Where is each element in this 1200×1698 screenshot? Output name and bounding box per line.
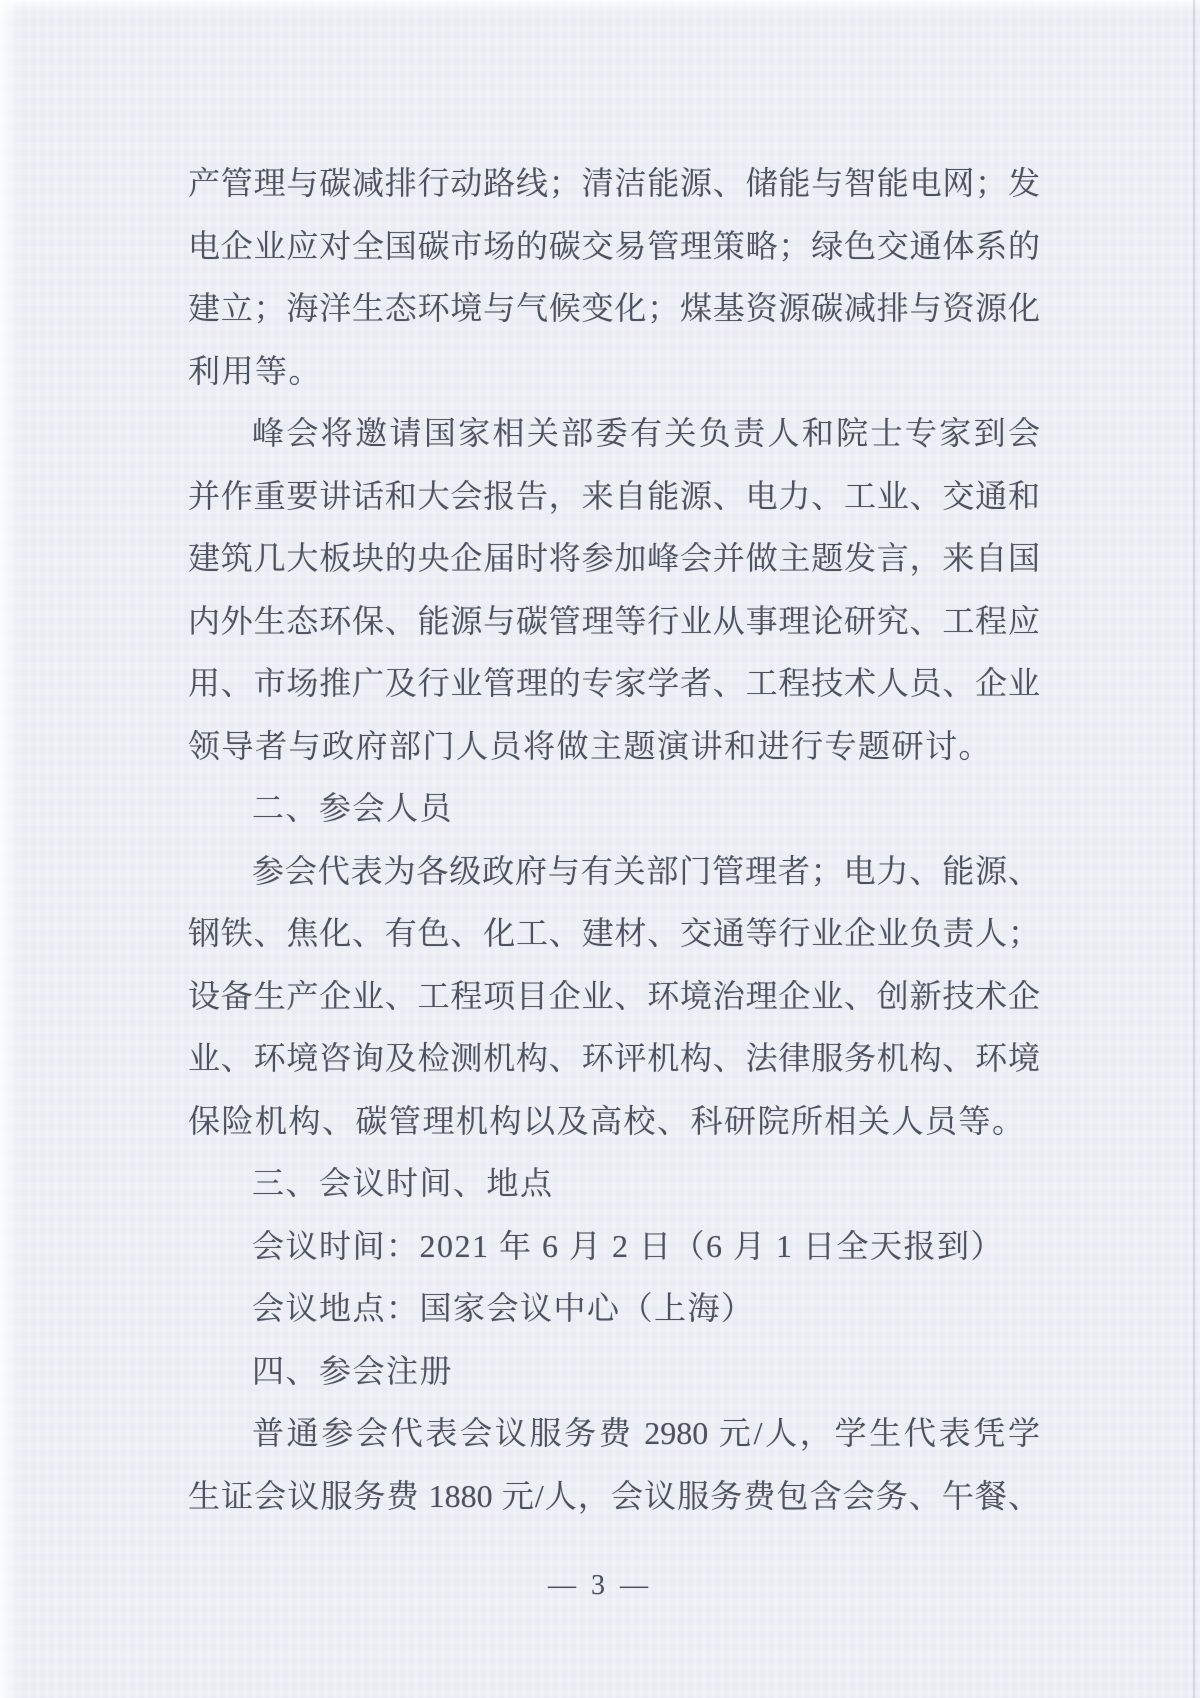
page-footer bbox=[0, 1570, 1200, 1602]
text-line: 建立；海洋生态环境与气候变化；煤基资源碳减排与资源化 bbox=[188, 290, 1040, 326]
text-line: 二、参会人员 bbox=[252, 790, 454, 826]
text-line: 参会代表为各级政府与有关部门管理者；电力、能源、 bbox=[252, 852, 1040, 889]
text-line: 并作重要讲话和大会报告，来自能源、电力、工业、交通和 bbox=[188, 477, 1040, 514]
text-line: 保险机构、碳管理机构以及高校、科研院所相关人员等。 bbox=[188, 1102, 1026, 1139]
text-line: 设备生产企业、工程项目企业、环境治理企业、创新技术企 bbox=[188, 977, 1040, 1014]
text-line: 内外生态环保、能源与碳管理等行业从事理论研究、工程应 bbox=[188, 602, 1040, 639]
text-line: 峰会将邀请国家相关部委有关负责人和院士专家到会 bbox=[252, 415, 1040, 451]
text-line: 三、会议时间、地点 bbox=[252, 1165, 554, 1201]
text-line: 四、参会注册 bbox=[252, 1352, 454, 1389]
text-line: 生证会议服务费 1880 元/人，会议服务费包含会务、午餐、 bbox=[188, 1477, 1040, 1514]
text-line: 会议地点：国家会议中心（上海） bbox=[252, 1290, 755, 1326]
page-number: — 3 — bbox=[548, 1570, 652, 1601]
text-line: 钢铁、焦化、有色、化工、建材、交通等行业企业负责人； bbox=[188, 915, 1040, 951]
text-line: 领导者与政府部门人员将做主题演讲和进行专题研讨。 bbox=[188, 727, 993, 764]
text-line: 用、市场推广及行业管理的专家学者、工程技术人员、企业 bbox=[188, 665, 1040, 701]
text-line: 普通参会代表会议服务费 2980 元/人，学生代表凭学 bbox=[252, 1415, 1040, 1451]
text-line: 电企业应对全国碳市场的碳交易管理策略；绿色交通体系的 bbox=[188, 227, 1040, 264]
document-text-block bbox=[188, 152, 1040, 1527]
text-line: 建筑几大板块的央企届时将参加峰会并做主题发言，来自国 bbox=[188, 540, 1040, 576]
text-line: 产管理与碳减排行动路线；清洁能源、储能与智能电网；发 bbox=[188, 165, 1040, 201]
text-line: 业、环境咨询及检测机构、环评机构、法律服务机构、环境 bbox=[188, 1040, 1040, 1076]
text-line: 利用等。 bbox=[188, 352, 323, 389]
text-line: 会议时间：2021 年 6 月 2 日（6 月 1 日全天报到） bbox=[252, 1227, 1005, 1264]
